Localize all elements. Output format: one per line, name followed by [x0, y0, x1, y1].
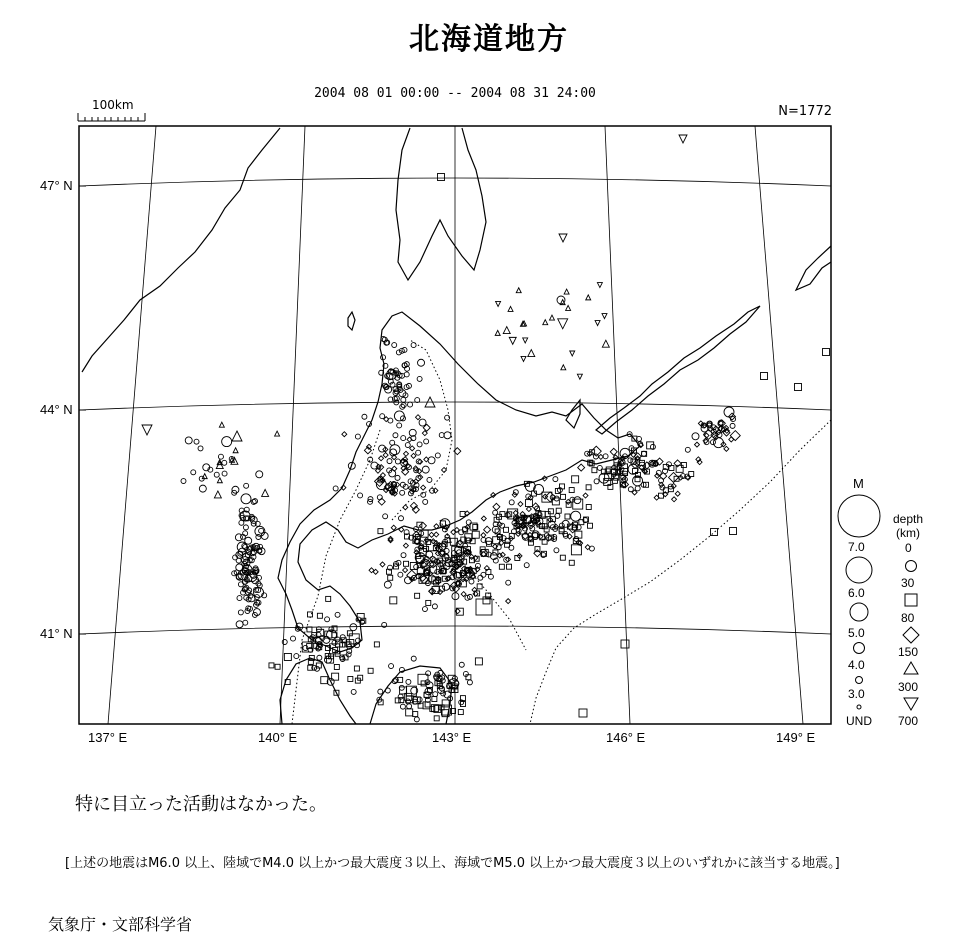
epicenter-circle-icon	[469, 579, 474, 584]
scale-bar-label: 100km	[92, 98, 134, 112]
epicenter-diamond-icon	[518, 502, 523, 507]
epicenter-triangle-icon	[566, 305, 571, 310]
epicenter-circle-icon	[416, 450, 421, 455]
epicenter-triangle-icon	[543, 320, 548, 325]
epicenter-circle-icon	[238, 610, 243, 615]
epicenter-triangle-icon	[564, 289, 569, 294]
epicenter-triangle-icon	[219, 422, 224, 427]
epicenter-diamond-icon	[410, 446, 415, 451]
epicenter-circle-icon	[710, 440, 715, 445]
epicenter-circle-icon	[415, 553, 425, 563]
epicenter-square-icon	[795, 384, 802, 391]
epicenter-circle-icon	[444, 432, 451, 439]
epicenter-circle-icon	[400, 704, 405, 709]
epicenter-square-icon	[458, 710, 463, 715]
lon-label-149: 149° E	[776, 730, 816, 745]
epicenter-diamond-icon	[724, 446, 729, 451]
epicenter-square-icon	[571, 545, 581, 555]
epicenter-square-icon	[307, 627, 312, 632]
epicenter-inverted-triangle-icon	[523, 338, 528, 343]
epicenter-diamond-icon	[481, 516, 486, 521]
epicenter-square-icon	[415, 593, 420, 598]
epicenter-circle-icon	[346, 652, 351, 657]
epicenter-diamond-icon	[429, 532, 434, 537]
epicenter-inverted-triangle-icon	[509, 337, 516, 344]
epicenter-circle-icon	[393, 433, 398, 438]
epicenter-circle-icon	[222, 437, 232, 447]
epicenter-square-icon	[460, 511, 465, 516]
epicenter-circle-icon	[256, 535, 261, 540]
criteria-note: [上述の地震はM6.0 以上、陸域でM4.0 以上かつ最大震度３以上、海域でM5.0 以上かつ最大震度３以上のいずれかに該当する地震。]	[65, 856, 840, 871]
epicenter-inverted-triangle-icon	[496, 301, 501, 306]
epicenter-circle-icon	[324, 656, 331, 663]
epicenter-diamond-icon	[415, 415, 420, 420]
epicenter-triangle-icon	[528, 350, 535, 357]
epicenter-circle-icon	[594, 479, 599, 484]
epicenter-circle-icon	[398, 572, 403, 577]
epicenter-circle-icon	[488, 574, 493, 579]
epicenter-diamond-icon	[434, 532, 439, 537]
epicenter-square-icon	[592, 468, 597, 473]
epicenter-square-icon	[423, 702, 430, 709]
epicenter-circle-icon	[222, 471, 227, 476]
epicenter-triangle-icon	[549, 315, 554, 320]
epicenter-circle-icon	[232, 486, 239, 493]
epicenter-inverted-triangle-icon	[521, 356, 526, 361]
epicenter-square-icon	[569, 488, 574, 493]
epicenter-circle-icon	[384, 581, 391, 588]
epicenter-inverted-triangle-icon	[679, 135, 687, 143]
legend-mag-circle-5	[850, 603, 868, 621]
epicenter-circle-icon	[199, 485, 206, 492]
epicenter-square-icon	[275, 664, 280, 669]
epicenter-square-icon	[388, 575, 393, 580]
epicenter-square-icon	[440, 521, 445, 526]
epicenter-circle-icon	[439, 433, 444, 438]
epicenter-circle-icon	[294, 654, 299, 659]
epicenter-square-icon	[432, 697, 437, 702]
legend-depth-diamond-icon	[903, 627, 919, 643]
epicenter-diamond-icon	[481, 533, 486, 538]
epicenter-circle-icon	[443, 583, 450, 590]
epicenter-circle-icon	[191, 470, 196, 475]
epicenter-circle-icon	[214, 472, 219, 477]
epicenter-circle-icon	[396, 350, 401, 355]
epicenter-diamond-icon	[583, 493, 588, 498]
epicenter-diamond-icon	[506, 599, 511, 604]
epicenter-circle-icon	[411, 343, 416, 348]
epicenter-circle-icon	[335, 612, 340, 617]
legend-depth-triangle-icon	[904, 662, 918, 674]
epicenter-circle-icon	[603, 454, 608, 459]
epicenter-circle-icon	[395, 475, 400, 480]
epicenter-circle-icon	[380, 414, 385, 419]
legend-mag-label: UND	[846, 714, 872, 728]
epicenter-circle-icon	[325, 617, 330, 622]
epicenter-circle-icon	[406, 679, 411, 684]
epicenter-triangle-icon	[508, 306, 513, 311]
epicenter-circle-icon	[524, 563, 529, 568]
legend-depth-circle-icon	[906, 561, 917, 572]
epicenter-circle-icon	[377, 495, 382, 500]
epicenter-circle-icon	[417, 376, 422, 381]
epicenter-square-icon	[354, 666, 359, 671]
epicenter-square-icon	[426, 600, 431, 605]
epicenter-circle-icon	[378, 689, 383, 694]
epicenter-square-icon	[438, 174, 445, 181]
legend-depth-label: 700	[898, 714, 919, 728]
epicenter-diamond-icon	[403, 543, 408, 548]
epicenter-circle-icon	[368, 457, 373, 462]
epicenter-diamond-icon	[411, 453, 416, 458]
epicenter-square-icon	[730, 528, 737, 535]
agency-credit: 気象庁・文部科学省	[48, 915, 193, 934]
epicenter-circle-icon	[466, 520, 471, 525]
legend-mag-circle-3	[856, 677, 863, 684]
epicenter-square-icon	[269, 663, 274, 668]
epicenter-circle-icon	[589, 546, 594, 551]
epicenter-diamond-icon	[366, 444, 371, 449]
legend	[838, 476, 923, 728]
epicenter-circle-icon	[493, 510, 498, 515]
epicenter-circle-icon	[435, 453, 440, 458]
epicenter-triangle-icon	[602, 340, 609, 347]
epicenter-inverted-triangle-icon	[558, 319, 568, 329]
epicenter-diamond-icon	[419, 522, 426, 529]
epicenter-diamond-icon	[380, 562, 385, 567]
epicenter-circle-icon	[235, 534, 242, 541]
epicenter-circle-icon	[555, 513, 560, 518]
epicenter-circle-icon	[383, 514, 388, 519]
epicenter-square-icon	[503, 527, 508, 532]
epicenter-triangle-icon	[503, 327, 510, 334]
epicenter-inverted-triangle-icon	[142, 425, 152, 435]
epicenter-circle-icon	[398, 516, 403, 521]
epicenter-circle-icon	[241, 494, 251, 504]
epicenter-circle-icon	[418, 359, 425, 366]
epicenter-diamond-icon	[403, 568, 408, 573]
epicenter-inverted-triangle-icon	[559, 234, 567, 242]
legend-mag-circle-und	[857, 705, 861, 709]
epicenter-square-icon	[612, 478, 617, 483]
epicenter-square-icon	[439, 586, 444, 591]
epicenter-square-icon	[569, 560, 574, 565]
legend-depth-label: 300	[898, 680, 919, 694]
epicenter-circle-icon	[358, 493, 363, 498]
epicenter-square-icon	[561, 494, 566, 499]
epicenter-circle-icon	[433, 692, 438, 697]
epicenter-square-icon	[321, 677, 328, 684]
epicenter-square-icon	[621, 640, 629, 648]
epicenter-circle-icon	[198, 446, 203, 451]
epicenter-square-icon	[669, 465, 674, 470]
epicenter-diamond-icon	[484, 526, 491, 533]
epicenter-circle-icon	[422, 466, 429, 473]
epicenter-circle-icon	[427, 477, 432, 482]
legend-depth-title: depth	[893, 512, 924, 526]
legend-mag-label: 7.0	[848, 540, 865, 554]
epicenter-inverted-triangle-icon	[595, 321, 600, 326]
epicenter-square-icon	[475, 658, 482, 665]
epicenter-circle-icon	[419, 419, 426, 426]
epicenter-square-icon	[556, 508, 561, 513]
lon-label-137: 137° E	[88, 730, 128, 745]
epicenter-circle-icon	[467, 680, 472, 685]
epicenter-inverted-triangle-icon	[577, 374, 582, 379]
epicenter-triangle-icon	[233, 448, 238, 453]
epicenter-diamond-icon	[404, 451, 409, 456]
event-count: N=1772	[778, 104, 832, 119]
epicenter-circle-icon	[355, 434, 360, 439]
epicenter-circle-icon	[417, 442, 422, 447]
epicenter-inverted-triangle-icon	[570, 351, 575, 356]
epicenter-diamond-icon	[342, 432, 347, 437]
epicenter-circle-icon	[421, 492, 426, 497]
epicenter-circle-icon	[408, 402, 413, 407]
epicenter-inverted-triangle-icon	[602, 314, 607, 319]
epicenter-triangle-icon	[262, 489, 269, 496]
epicenter-circle-icon	[509, 500, 514, 505]
epicenter-circle-icon	[237, 596, 242, 601]
epicenter-diamond-icon	[694, 442, 699, 447]
epicenter-square-icon	[317, 613, 322, 618]
epicenter-circle-icon	[401, 553, 406, 558]
epicenter-triangle-icon	[516, 288, 521, 293]
legend-mag-circle-4	[854, 643, 865, 654]
epicenter-square-icon	[823, 349, 830, 356]
legend-mag-label: 3.0	[848, 687, 865, 701]
epicenter-circle-icon	[194, 439, 199, 444]
epicenter-square-icon	[586, 504, 591, 509]
epicenter-diamond-icon	[526, 507, 531, 512]
epicenter-circle-icon	[332, 640, 337, 645]
epicenter-circle-icon	[244, 483, 249, 488]
epicenter-circle-icon	[553, 477, 558, 482]
epicenter-circle-icon	[291, 636, 296, 641]
epicenter-square-icon	[572, 476, 579, 483]
epicenter-circle-icon	[635, 486, 640, 491]
epicenter-diamond-icon	[379, 456, 384, 461]
epicenter-circle-icon	[701, 425, 708, 432]
epicenter-diamond-icon	[672, 497, 677, 502]
epicenter-circle-icon	[692, 433, 699, 440]
legend-depth-square-icon	[905, 594, 917, 606]
epicenter-circle-icon	[404, 372, 409, 377]
epicenter-square-icon	[711, 529, 718, 536]
epicenter-square-icon	[565, 514, 570, 519]
legend-depth-label: 0	[905, 541, 912, 555]
epicenter-square-icon	[586, 485, 591, 490]
epicenter-square-icon	[347, 631, 352, 636]
lat-label-41: 41° N	[40, 626, 73, 641]
epicenter-circle-icon	[350, 624, 357, 631]
epicenter-circle-icon	[389, 470, 396, 477]
epicenter-circle-icon	[411, 656, 416, 661]
legend-mag-label: 6.0	[848, 586, 865, 600]
epicenter-square-icon	[761, 373, 768, 380]
lon-label-146: 146° E	[606, 730, 646, 745]
epicenter-circle-icon	[401, 416, 406, 421]
epicenter-square-icon	[472, 531, 479, 538]
epicenter-square-icon	[507, 564, 512, 569]
period-label: 2004 08 01 00:00 -- 2004 08 31 24:00	[314, 86, 596, 101]
epicenter-circle-icon	[407, 704, 412, 709]
epicenter-circle-icon	[685, 447, 690, 452]
epicenter-circle-icon	[392, 343, 397, 348]
legend-depth-label: 80	[901, 611, 915, 625]
epicenter-circle-icon	[362, 414, 367, 419]
epicenter-diamond-icon	[598, 454, 603, 459]
epicenter-square-icon	[560, 555, 565, 560]
epicenter-square-icon	[334, 664, 339, 669]
epicenter-diamond-icon	[421, 485, 426, 490]
epicenter-triangle-icon	[495, 330, 500, 335]
epicenter-diamond-icon	[391, 525, 396, 530]
epicenter-inverted-triangle-icon	[597, 283, 602, 288]
epicenter-circle-icon	[303, 645, 308, 650]
legend-mag-label: 4.0	[848, 658, 865, 672]
lat-label-47: 47° N	[40, 178, 73, 193]
epicenter-circle-icon	[432, 604, 437, 609]
epicenter-diamond-icon	[610, 448, 617, 455]
epicenter-circle-icon	[239, 520, 244, 525]
epicenter-circle-icon	[423, 499, 428, 504]
epicenter-square-icon	[347, 640, 354, 647]
scale-bar	[78, 113, 145, 121]
epicenter-circle-icon	[243, 525, 248, 530]
epicenter-square-icon	[525, 500, 532, 507]
epicenter-triangle-icon	[561, 365, 566, 370]
page-title: 北海道地方	[409, 22, 569, 57]
epicenter-square-icon	[466, 675, 471, 680]
epicenter-square-icon	[579, 709, 587, 717]
epicenter-circle-icon	[478, 575, 483, 580]
epicenter-circle-icon	[405, 443, 410, 448]
epicenter-triangle-icon	[217, 478, 222, 483]
activity-comment: 特に目立った活動はなかった。	[75, 794, 327, 815]
epicenter-diamond-icon	[383, 453, 388, 458]
legend-mag-circle-7	[838, 495, 880, 537]
epicenter-triangle-icon	[586, 295, 591, 300]
epicenter-circle-icon	[641, 451, 646, 456]
epicenter-triangle-icon	[214, 491, 221, 498]
epicenter-circle-icon	[506, 580, 511, 585]
legend-depth-inverted-triangle-icon	[904, 698, 918, 710]
epicenter-circle-icon	[395, 459, 400, 464]
epicenter-square-icon	[404, 561, 409, 566]
epicenter-square-icon	[413, 712, 418, 717]
epicenter-square-icon	[499, 564, 504, 569]
epicenter-circle-icon	[236, 558, 241, 563]
epicenter-circle-icon	[422, 607, 427, 612]
epicenter-square-icon	[374, 642, 379, 647]
epicenter-circle-icon	[628, 487, 633, 492]
epicenter-circle-icon	[414, 564, 419, 569]
epicenter-circle-icon	[414, 717, 419, 722]
epicenter-square-icon	[307, 612, 312, 617]
epicenter-circle-icon	[218, 454, 223, 459]
epicenter-circle-icon	[355, 638, 360, 643]
legend-mag-circle-6	[846, 557, 872, 583]
epicenter-diamond-icon	[730, 431, 740, 441]
epicenter-circle-icon	[387, 459, 392, 464]
epicenter-circle-icon	[351, 689, 356, 694]
epicenter-circle-icon	[389, 664, 394, 669]
epicenter-diamond-icon	[675, 491, 680, 496]
legend-depth-unit: (km)	[896, 526, 920, 540]
epicenter-circle-icon	[452, 593, 459, 600]
epicenter-circle-icon	[428, 457, 435, 464]
epicenter-circle-icon	[459, 662, 464, 667]
epicenter-square-icon	[368, 668, 373, 673]
epicenter-circle-icon	[379, 445, 386, 452]
lon-label-143: 143° E	[432, 730, 472, 745]
epicenter-square-icon	[390, 597, 397, 604]
epicenter-diamond-icon	[578, 464, 585, 471]
epicenter-circle-icon	[181, 479, 186, 484]
epicenter-circle-icon	[397, 423, 402, 428]
epicenter-triangle-icon	[275, 431, 280, 436]
epicenter-square-icon	[284, 653, 291, 660]
epicenter-circle-icon	[424, 439, 429, 444]
epicenter-square-icon	[544, 527, 549, 532]
epicenter-circle-icon	[481, 572, 486, 577]
epicenter-circle-icon	[256, 471, 263, 478]
epicenter-square-icon	[587, 523, 592, 528]
legend-depth-label: 30	[901, 576, 915, 590]
epicenter-circle-icon	[554, 548, 559, 553]
epicenter-diamond-icon	[674, 460, 681, 467]
epicenter-circle-icon	[401, 436, 406, 441]
epicenter-circle-icon	[236, 621, 243, 628]
epicenter-circle-icon	[333, 486, 338, 491]
epicenter-circle-icon	[385, 688, 390, 693]
legend-depth-label: 150	[898, 645, 919, 659]
epicenter-square-icon	[406, 709, 413, 716]
epicenter-circle-icon	[400, 490, 405, 495]
epicenter-circle-icon	[430, 488, 435, 493]
epicenter-square-icon	[434, 716, 439, 721]
epicenter-triangle-icon	[232, 431, 242, 441]
epicenter-circle-icon	[628, 458, 633, 463]
epicenter-square-icon	[442, 700, 449, 707]
lat-label-44: 44° N	[40, 402, 73, 417]
legend-magnitude-title: M	[853, 476, 864, 491]
epicenter-diamond-icon	[493, 503, 500, 510]
epicenter-circle-icon	[492, 526, 499, 533]
epicenter-circle-icon	[730, 423, 735, 428]
epicenter-square-icon	[326, 596, 331, 601]
epicenter-circle-icon	[409, 429, 416, 436]
epicenter-square-icon	[378, 529, 383, 534]
epicenter-circle-icon	[282, 639, 287, 644]
epicenter-circle-icon	[317, 655, 322, 660]
epicenter-circle-icon	[185, 437, 192, 444]
legend-mag-label: 5.0	[848, 626, 865, 640]
lon-label-140: 140° E	[258, 730, 298, 745]
epicenter-square-icon	[417, 522, 422, 527]
epicenter-circle-icon	[426, 551, 433, 558]
epicenter-circle-icon	[388, 418, 393, 423]
epicenter-square-icon	[348, 676, 353, 681]
